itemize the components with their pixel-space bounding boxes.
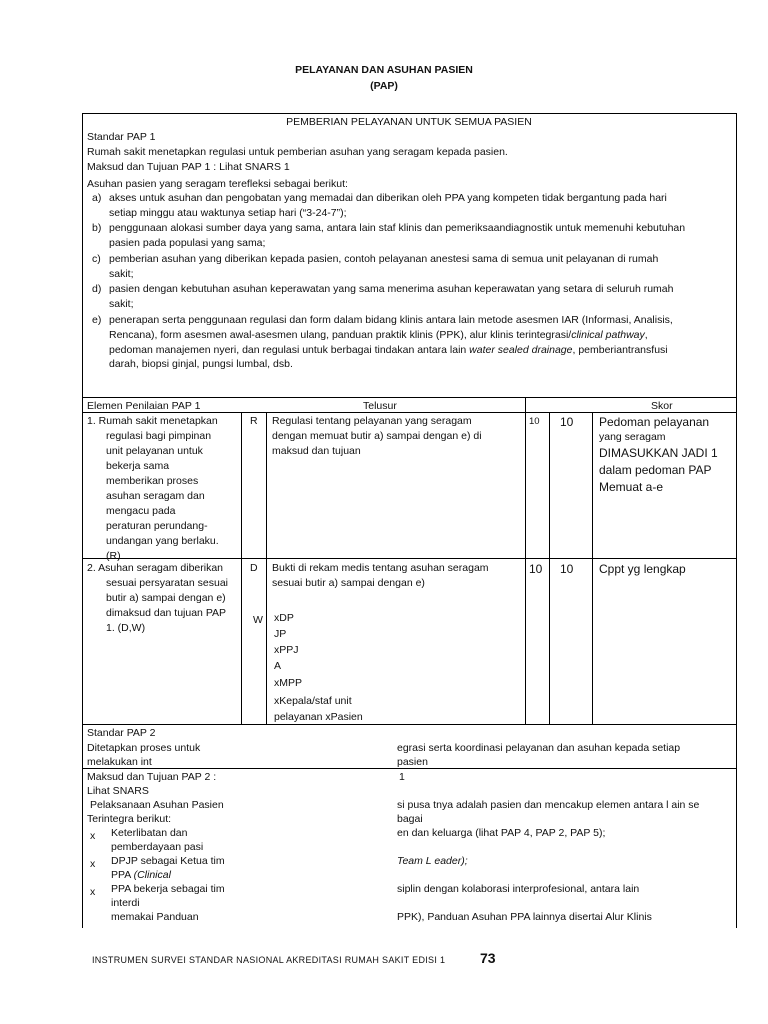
bullet-mark: x bbox=[90, 858, 96, 870]
list-item-line: pasien dengan kebutuhan asuhan keperawatan yang sama menerima asuhan keperawatan yang setara di seluruh rumah bbox=[109, 283, 674, 295]
telusur-line: sesuai butir a) sampai dengan e) bbox=[272, 577, 425, 589]
col-header-telusur: Telusur bbox=[363, 400, 397, 412]
elemen-line: memberikan proses bbox=[106, 475, 199, 487]
note-line: Memuat a-e bbox=[599, 480, 664, 494]
list-item-line: sakit; bbox=[109, 268, 134, 280]
maksud2-label: Lihat SNARS bbox=[87, 785, 149, 797]
col-header-skor: Skor bbox=[651, 400, 673, 412]
maksud2-number: 1 bbox=[399, 771, 405, 783]
elemen-line: peraturan perundang- bbox=[106, 520, 208, 532]
footer-text: INSTRUMEN SURVEI STANDAR NASIONAL AKREDITASI RUMAH SAKIT EDISI 1 bbox=[92, 955, 446, 965]
elemen-line: 1. Rumah sakit menetapkan bbox=[87, 415, 218, 427]
list-item-line: sakit; bbox=[109, 298, 134, 310]
note-line: dalam pedoman PAP bbox=[599, 463, 712, 477]
interviewee-line: xKepala/staf unit bbox=[274, 695, 352, 707]
elemen-line: regulasi bagi pimpinan bbox=[106, 430, 212, 442]
telusur-line: maksud dan tujuan bbox=[272, 445, 361, 457]
page-number: 73 bbox=[480, 950, 496, 966]
interviewee-line: JP bbox=[274, 628, 287, 640]
row2-code-w: W bbox=[253, 614, 263, 626]
row1-score1: 10 bbox=[529, 416, 540, 427]
maksud-label: Maksud dan Tujuan PAP 1 : Lihat SNARS 1 bbox=[87, 161, 290, 173]
row2-code-d: D bbox=[250, 562, 258, 574]
interviewee-line: pelayanan xPasien bbox=[274, 711, 363, 723]
bullet-text: PPA (Clinical bbox=[111, 869, 171, 881]
standar2-text: egrasi serta koordinasi pelayanan dan asuhan kepada setiap bbox=[397, 742, 681, 754]
bullet-text: interdi bbox=[111, 897, 140, 909]
telusur-line: dengan memuat butir a) sampai dengan e) di bbox=[272, 430, 482, 442]
row2-score2: 10 bbox=[560, 562, 574, 576]
bullet-text: en dan keluarga (lihat PAP 4, PAP 2, PAP 5); bbox=[397, 827, 606, 839]
elemen-line: (R) bbox=[106, 550, 121, 562]
list-item-line: setiap minggu atau waktunya setiap hari (“3-24-7”); bbox=[109, 207, 347, 219]
list-letter: e) bbox=[92, 314, 102, 326]
bullet-text: siplin dengan kolaborasi interprofesional, antara lain bbox=[397, 883, 640, 895]
bullet-text: Keterlibatan dan bbox=[111, 827, 188, 839]
pelaksanaan-text: Pelaksanaan Asuhan Pasien bbox=[90, 799, 224, 811]
standar2-text: melakukan int bbox=[87, 756, 152, 768]
bullet-mark: x bbox=[90, 830, 96, 842]
list-letter: c) bbox=[92, 253, 101, 265]
bullet-text: pemberdayaan pasi bbox=[111, 841, 204, 853]
note-line: Pedoman pelayanan bbox=[599, 415, 710, 429]
document-subtitle: (PAP) bbox=[370, 80, 398, 92]
note-line: yang seragam bbox=[599, 431, 666, 443]
list-item-line: penggunaan alokasi sumber daya yang sama, antara lain staf klinis dan pemeriksaandiagnostik untuk memenuhi kebutuhan bbox=[109, 222, 686, 234]
telusur-line: Regulasi tentang pelayanan yang seragam bbox=[272, 415, 472, 427]
elemen-line: butir a) sampai dengan e) bbox=[106, 592, 226, 604]
list-letter: a) bbox=[92, 192, 102, 204]
note-line: DIMASUKKAN JADI 1 bbox=[599, 446, 718, 460]
standar2-label: Standar PAP 2 bbox=[87, 727, 156, 739]
bullet-continuation: PPK), Panduan Asuhan PPA lainnya disertai Alur Klinis bbox=[397, 911, 652, 923]
bullet-text: Team L eader); bbox=[397, 855, 468, 867]
list-item-line: pemberian asuhan yang diberikan kepada pasien, contoh pelayanan anestesi sama di semua unit pelayanan di rumah bbox=[109, 253, 659, 265]
item-e-line: pedoman manajemen nyeri, dan regulasi untuk berbagai tindakan antara lain water sealed drainage, pemberiantransfusi bbox=[109, 344, 668, 356]
pelaksanaan-text: bagai bbox=[397, 813, 423, 825]
standar2-text: pasien bbox=[397, 756, 428, 768]
standar2-text: Ditetapkan proses untuk bbox=[87, 742, 201, 754]
section-heading: PEMBERIAN PELAYANAN UNTUK SEMUA PASIEN bbox=[286, 116, 532, 128]
elemen-line: asuhan seragam dan bbox=[106, 490, 205, 502]
pelaksanaan-text: si pusa tnya adalah pasien dan mencakup elemen antara l ain se bbox=[397, 799, 700, 811]
elemen-line: undangan yang berlaku. bbox=[106, 535, 219, 547]
item-e-line: darah, biopsi ginjal, pungsi lumbal, dsb. bbox=[109, 358, 293, 370]
elemen-line: unit pelayanan untuk bbox=[106, 445, 203, 457]
row2-score1: 10 bbox=[529, 562, 543, 576]
list-letter: b) bbox=[92, 222, 102, 234]
list-item-line: akses untuk asuhan dan pengobatan yang memadai dan diberikan oleh PPA yang kompeten tidak bergantung pada hari bbox=[109, 192, 667, 204]
document-title: PELAYANAN DAN ASUHAN PASIEN bbox=[295, 64, 473, 76]
standar-label: Standar PAP 1 bbox=[87, 131, 156, 143]
item-e-line: penerapan serta penggunaan regulasi dan form dalam bidang klinis antara lain metode asesmen IAR (Informasi, Analisis, bbox=[109, 314, 673, 326]
bullet-text: PPA bekerja sebagai tim bbox=[111, 883, 225, 895]
standar-text: Rumah sakit menetapkan regulasi untuk pemberian asuhan yang seragam kepada pasien. bbox=[87, 146, 508, 158]
telusur-line: Bukti di rekam medis tentang asuhan seragam bbox=[272, 562, 489, 574]
elemen-line: bekerja sama bbox=[106, 460, 170, 472]
pelaksanaan-text: Terintegra berikut: bbox=[87, 813, 172, 825]
bullet-mark: x bbox=[90, 886, 96, 898]
interviewee-line: xDP bbox=[274, 612, 294, 624]
elemen-line: 2. Asuhan seragam diberikan bbox=[87, 562, 224, 574]
bullet-text: DPJP sebagai Ketua tim bbox=[111, 855, 225, 867]
row1-code: R bbox=[250, 415, 258, 427]
elemen-line: sesuai persyaratan sesuai bbox=[106, 577, 228, 589]
row1-score2: 10 bbox=[560, 415, 574, 429]
intro-text: Asuhan pasien yang seragam terefleksi sebagai berikut: bbox=[87, 178, 348, 190]
elemen-line: mengacu pada bbox=[106, 505, 176, 517]
bullet-continuation: memakai Panduan bbox=[111, 911, 199, 923]
interviewee-line: xMPP bbox=[274, 677, 303, 689]
row2-note: Cppt yg lengkap bbox=[599, 562, 686, 576]
elemen-line: 1. (D,W) bbox=[106, 622, 146, 634]
list-letter: d) bbox=[92, 283, 102, 295]
elemen-line: dimaksud dan tujuan PAP bbox=[106, 607, 227, 619]
item-e-line: Rencana), form asesmen awal-asesmen ulang, panduan praktik klinis (PPK), alur klinis terintegrasi/clinical pathway, bbox=[109, 329, 648, 341]
interviewee-line: A bbox=[274, 660, 282, 672]
maksud2-label: Maksud dan Tujuan PAP 2 : bbox=[87, 771, 217, 783]
list-item-line: pasien pada populasi yang sama; bbox=[109, 237, 266, 249]
interviewee-line: xPPJ bbox=[274, 644, 299, 656]
col-header-elemen: Elemen Penilaian PAP 1 bbox=[87, 400, 201, 412]
